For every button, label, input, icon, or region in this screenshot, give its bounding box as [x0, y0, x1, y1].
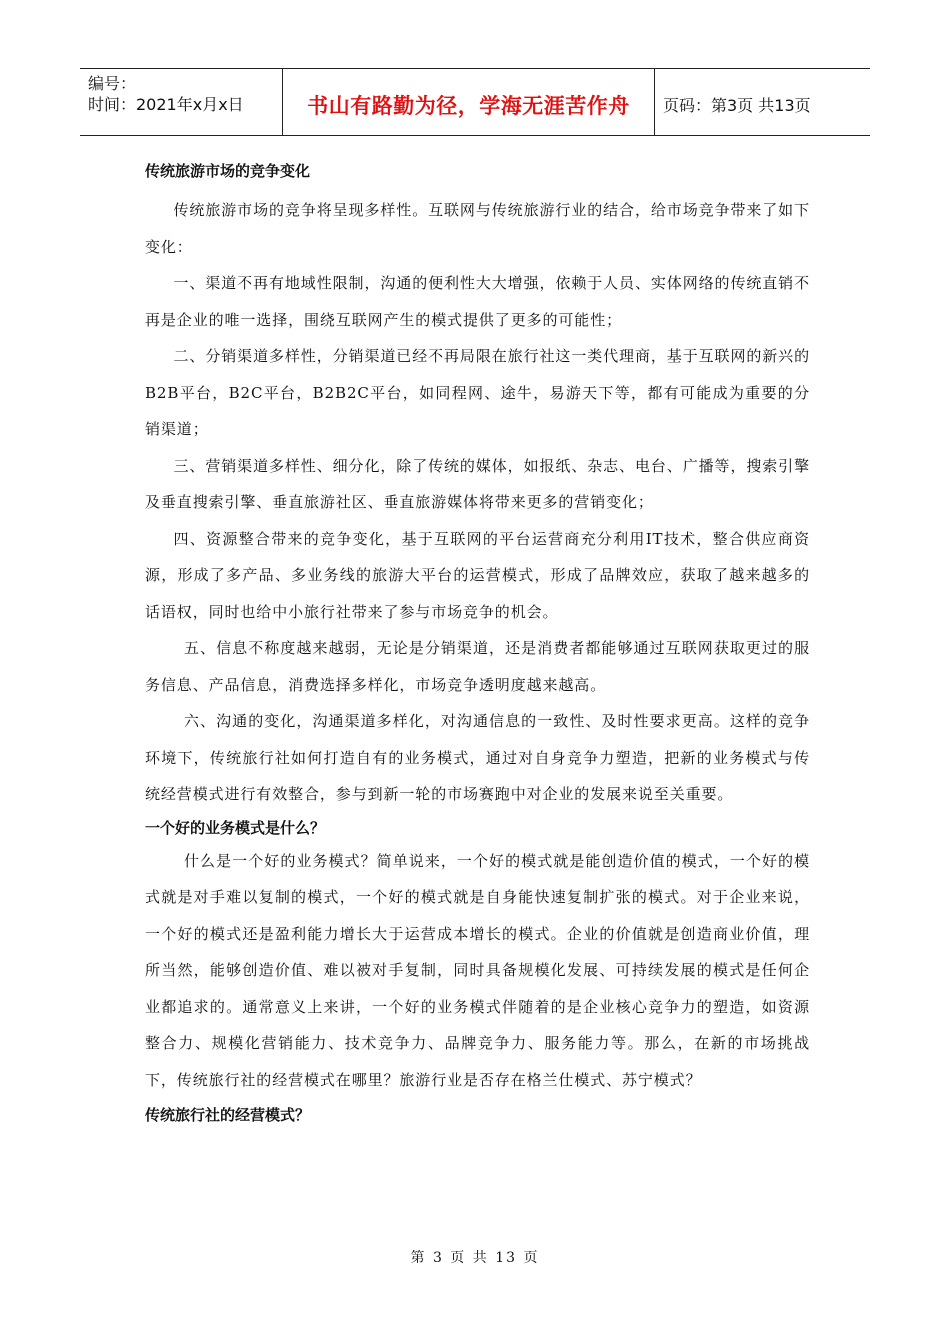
- paragraph: 一、渠道不再有地域性限制，沟通的便利性大大增强，依赖于人员、实体网络的传统直销不再是企业的唯一选择，围绕互联网产生的模式提供了更多的可能性；: [145, 274, 810, 329]
- header-meta: [80, 69, 282, 135]
- document-body: [145, 156, 810, 1130]
- section-heading-business-model: 一个好的业务模式是什么？: [145, 818, 326, 837]
- paragraph: 六、沟通的变化，沟通渠道多样化，对沟通信息的一致性、及时性要求更高。这样的竞争环境下，传统旅行社如何打造自有的业务模式，通过对自身竞争力塑造，把新的业务模式与传统经营模式进行有效整合，参与到新一轮的市场赛跑中对企业的发展来说至关重要。: [145, 712, 810, 803]
- section-heading-operating-model: 传统旅行社的经营模式？: [145, 1106, 311, 1124]
- paragraph: 二、分销渠道多样性，分销渠道已经不再局限在旅行社这一类代理商，基于互联网的新兴的B2B平台，B2C平台，B2B2C平台，如同程网、途牛，易游天下等，都有可能成为重要的分销渠道；: [145, 347, 810, 438]
- page-footer: 第 3 页 共 13 页: [410, 1250, 540, 1266]
- paragraph: 传统旅游市场的竞争将呈现多样性。互联网与传统旅游行业的结合，给市场竞争带来了如下变化：: [145, 201, 810, 256]
- header-page-info: 页码：第3页 共13页: [663, 95, 811, 115]
- paragraph: 什么是一个好的业务模式？简单说来，一个好的模式就是能创造价值的模式，一个好的模式就是对手难以复制的模式，一个好的模式就是自身能快速复制扩张的模式。对于企业来说，一个好的模式还是盈利能力增长大于运营成本增长的模式。企业的价值就是创造商业价值，理所当然，能够创造价值、难以被对手复制，同时具备规模化发展、可持续发展的模式是任何企业都追求的。通常意义上来讲，一个好的业务模式伴随着的是企业核心竞争力的塑造，如资源整合力、规模化营销能力、技术竞争力、品牌竞争力、服务能力等。那么，在新的市场挑战下，传统旅行社的经营模式在哪里？旅游行业是否存在格兰仕模式、苏宁模式？: [145, 851, 810, 1089]
- paragraph: 五、信息不称度越来越弱，无论是分销渠道，还是消费者都能够通过互联网获取更过的服务信息、产品信息，消费选择多样化，市场竞争透明度越来越高。: [145, 639, 810, 694]
- section-heading-competition: 传统旅游市场的竞争变化: [145, 162, 311, 180]
- document-date: 时间：2021年x月x日: [88, 95, 244, 114]
- paragraph: 三、营销渠道多样性、细分化，除了传统的媒体，如报纸、杂志、电台、广播等，搜索引擎及垂直搜索引擎、垂直旅游社区、垂直旅游媒体将带来更多的营销变化；: [145, 456, 810, 511]
- paragraph: 四、资源整合带来的竞争变化，基于互联网的平台运营商充分利用IT技术，整合供应商资源，形成了多产品、多业务线的旅游大平台的运营模式，形成了品牌效应，获取了越来越多的话语权，同时也给中小旅行社带来了参与市场竞争的机会。: [145, 529, 810, 621]
- document-number-label: 编号：: [88, 74, 137, 93]
- page-header: [80, 68, 870, 136]
- header-motto: 书山有路勤为径，学海无涯苦作舟: [282, 69, 655, 135]
